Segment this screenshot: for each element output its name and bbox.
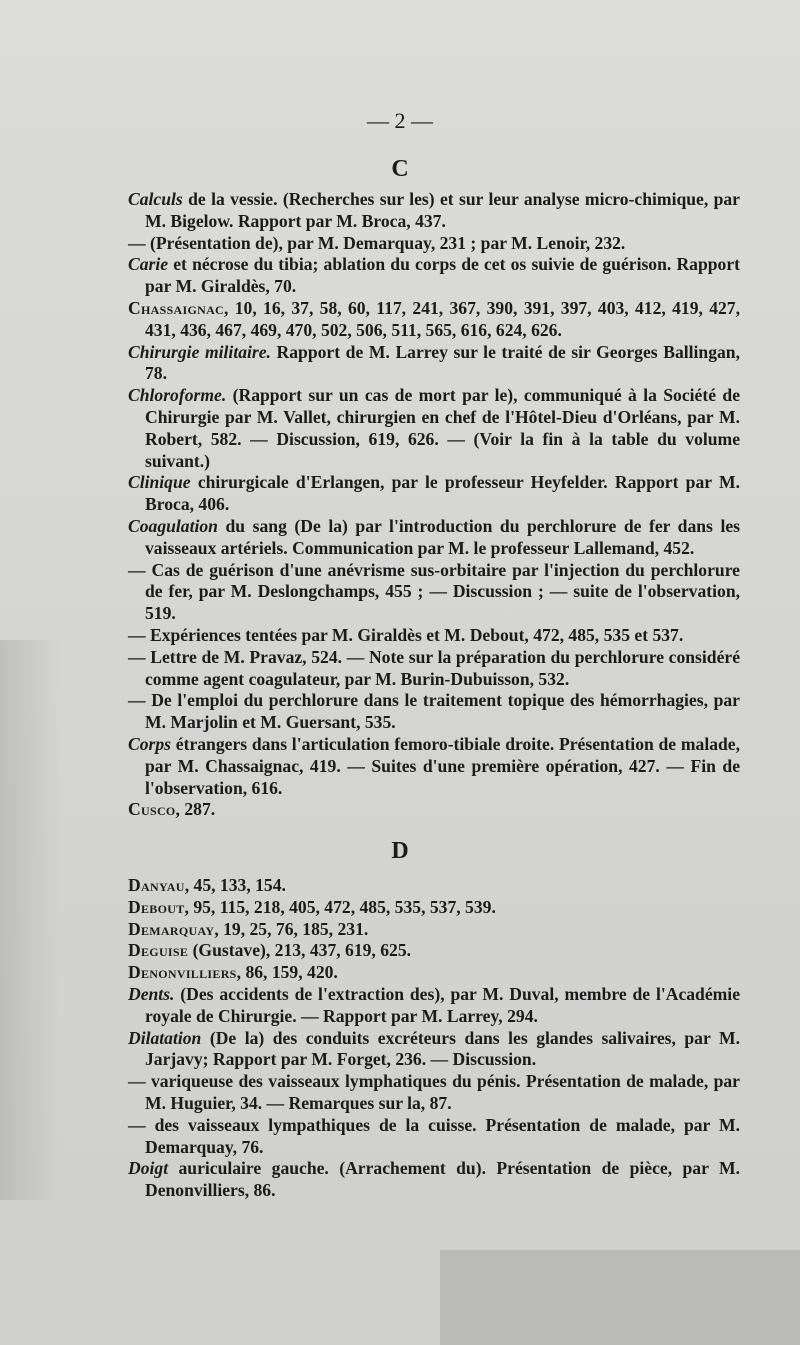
index-entry xyxy=(128,1071,740,1115)
index-entry-text: auriculaire gauche. (Arrachement du). Présentation de pièce, par M. Denonvilliers, 86. xyxy=(145,1158,740,1201)
index-entry-text: — Lettre de M. Pravaz, 524. — Note sur la préparation du perchlorure considéré comme agent coagulateur, par M. Burin-Dubuisson, 532. xyxy=(128,646,740,689)
index-entry xyxy=(128,962,740,984)
scan-shadow-bottom xyxy=(440,1250,800,1345)
index-section-d xyxy=(128,875,740,1202)
index-entry-text: du sang (De la) par l'introduction du perchlorure de fer dans les vaisseaux artériels. Communication par M. le professeur Lallemand, 452. xyxy=(145,515,740,558)
index-entry xyxy=(128,342,740,386)
index-entry xyxy=(128,189,740,233)
index-entry-text: (Des accidents de l'extraction des), par M. Duval, membre de l'Académie royale de Chirurgie. — Rapport par M. Larrey, 294. xyxy=(145,983,740,1026)
index-entry-text: — (Présentation de), par M. Demarquay, 231 ; par M. Lenoir, 232. xyxy=(128,232,626,253)
index-entry-heading: Debout xyxy=(128,896,185,917)
index-entry xyxy=(128,734,740,799)
index-entry xyxy=(128,1115,740,1159)
index-entry-text: et nécrose du tibia; ablation du corps de cet os suivie de guérison. Rapport par M. Giraldès, 70. xyxy=(145,254,740,297)
index-entry xyxy=(128,385,740,472)
index-entry-heading: Demarquay xyxy=(128,918,215,939)
index-entry-heading: Carie xyxy=(128,254,169,275)
index-entry-text: — Cas de guérison d'une anévrisme sus-orbitaire par l'injection du perchlorure de fer, par M. Deslongchamps, 455 ; — Discussion ; — suite de l'observation, 519. xyxy=(128,559,740,624)
index-entry xyxy=(128,690,740,734)
index-entry xyxy=(128,298,740,342)
scan-shadow-left xyxy=(0,640,60,1200)
index-entry-heading: Chirurgie militaire. xyxy=(128,341,271,362)
index-entry-text: , 86, 159, 420. xyxy=(236,962,338,983)
index-entry-heading: Clinique xyxy=(128,472,191,493)
index-entry-heading: Calculs xyxy=(128,189,183,209)
index-entry-text: , 19, 25, 76, 185, 231. xyxy=(214,918,369,939)
index-entry-heading: Dents. xyxy=(128,983,175,1004)
index-entry-text: , 45, 133, 154. xyxy=(184,875,286,895)
index-entry-text: , 95, 115, 218, 405, 472, 485, 535, 537, 539. xyxy=(184,896,496,917)
index-entry-heading: Coagulation xyxy=(128,515,218,536)
index-entry-text: — De l'emploi du perchlorure dans le traitement topique des hémorrhagies, par M. Marjolin et M. Guersant, 535. xyxy=(128,690,740,733)
index-entry-text: étrangers dans l'articulation femoro-tibiale droite. Présentation de malade, par M. Chassaignac, 419. — Suites d'une première opération, 427. — Fin de l'observation, 616. xyxy=(145,733,740,798)
index-entry xyxy=(128,625,740,647)
index-entry-text: , 287. xyxy=(175,799,216,820)
index-entry-text: — des vaisseaux lympathiques de la cuisse. Présentation de malade, par M. Demarquay, 76. xyxy=(128,1114,740,1157)
index-entry xyxy=(128,560,740,625)
index-entry-text: (Rapport sur un cas de mort par le), communiqué à la Société de Chirurgie par M. Vallet, chirurgien en chef de l'Hôtel-Dieu d'Orléans, par M. Robert, 582. — Discussion, 619, 626. — (Voir la fin à la table du volume suivant.) xyxy=(145,385,740,471)
page-number: — 2 — xyxy=(367,108,433,133)
index-entry xyxy=(128,940,740,962)
index-entry xyxy=(128,984,740,1028)
section-letter-c: C xyxy=(391,156,409,182)
index-entry xyxy=(128,1158,740,1202)
index-entry-heading: Denonvilliers xyxy=(128,962,237,983)
index-entry-text: — Expériences tentées par M. Giraldès et M. Debout, 472, 485, 535 et 537. xyxy=(128,624,684,645)
index-entry xyxy=(128,1028,740,1072)
index-entry xyxy=(128,254,740,298)
index-entry xyxy=(128,472,740,516)
index-entry-text: — variqueuse des vaisseaux lymphatiques du pénis. Présentation de malade, par M. Huguier, 34. — Remarques sur la, 87. xyxy=(128,1071,740,1113)
section-letter-d: D xyxy=(391,838,409,864)
index-entry-heading: Chloroforme. xyxy=(128,385,227,406)
index-entry-text: , 10, 16, 37, 58, 60, 117, 241, 367, 390, 391, 397, 403, 412, 419, 427, 431, 436, 467, 469, 470, 502, 506, 511, 565, 616, 624, 626. xyxy=(145,297,740,340)
index-entry xyxy=(128,516,740,560)
index-entry-heading: Chassaignac xyxy=(128,297,225,318)
index-entry-heading: Danyau xyxy=(128,875,185,895)
index-entry-text: de la vessie. (Recherches sur les) et sur leur analyse micro-chimique, par M. Bigelow. Rapport par M. Broca, 437. xyxy=(145,189,740,231)
index-entry xyxy=(128,897,740,919)
index-entry-heading: Dilatation xyxy=(128,1027,202,1048)
index-entry xyxy=(128,919,740,941)
index-entry xyxy=(128,799,740,821)
index-entry xyxy=(128,875,740,897)
index-entry-heading: Corps xyxy=(128,733,172,754)
index-entry-text: (Gustave), 213, 437, 619, 625. xyxy=(188,940,412,961)
index-section-c xyxy=(128,189,740,821)
index-entry xyxy=(128,647,740,691)
index-entry-text: (De la) des conduits excréteurs dans les glandes salivaires, par M. Jarjavy; Rapport par M. Forget, 236. — Discussion. xyxy=(145,1027,740,1070)
index-entry-text: Rapport de M. Larrey sur le traité de sir Georges Ballingan, 78. xyxy=(145,341,740,384)
index-entry-text: chirurgicale d'Erlangen, par le professeur Heyfelder. Rapport par M. Broca, 406. xyxy=(145,472,740,515)
index-entry-heading: Doigt xyxy=(128,1158,169,1179)
index-entry-heading: Deguise xyxy=(128,940,189,961)
index-entry xyxy=(128,233,740,255)
index-entry-heading: Cusco xyxy=(128,799,176,820)
